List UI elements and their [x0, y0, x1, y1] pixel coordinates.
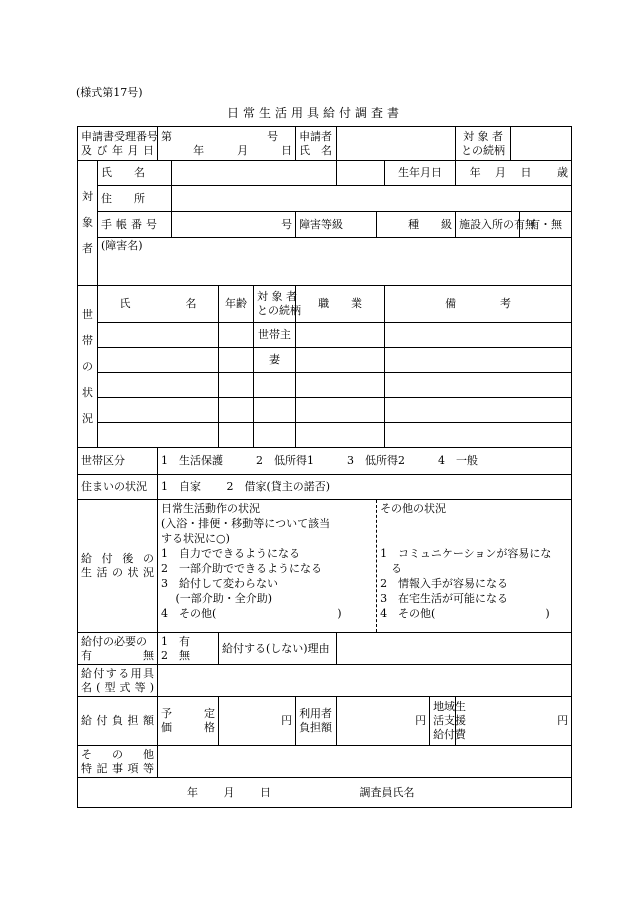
reason-label: 給付する(しない)理由	[219, 633, 337, 665]
relation-field[interactable]	[511, 127, 572, 161]
daily-line: 3 給付して変わらない	[161, 577, 278, 590]
daily-line: 日常生活動作の状況	[161, 502, 260, 515]
table-row[interactable]	[296, 348, 385, 373]
subject-char-3: 者	[82, 242, 93, 255]
other-line: る	[380, 562, 403, 575]
address-field[interactable]	[172, 186, 572, 212]
table-row[interactable]	[385, 373, 572, 398]
other-line: 1 コミュニケーションが容易にな	[380, 547, 552, 560]
household-header-name: 氏 名	[98, 286, 219, 323]
necessity-no: 2 無	[161, 648, 190, 662]
table-row[interactable]	[98, 423, 219, 448]
planned-price-field[interactable]: 円	[219, 697, 296, 746]
applicant-label: 申請者	[299, 129, 333, 143]
subject-name-field-2[interactable]	[337, 161, 385, 186]
survey-form-table	[77, 126, 572, 808]
table-row[interactable]	[385, 323, 572, 348]
application-number-label-cell	[78, 127, 158, 161]
table-row[interactable]	[296, 423, 385, 448]
subject-char-2: 象	[82, 216, 93, 229]
housing-options[interactable]: 1 自家 2 借家(貸主の諾否)	[158, 475, 572, 500]
necessity-options[interactable]	[158, 633, 219, 665]
grade-field[interactable]: 種 級	[377, 212, 456, 238]
applicant-name-label: 氏 名	[299, 143, 333, 157]
household-char-1: 世	[82, 307, 93, 321]
regional-support-label	[430, 697, 467, 746]
facility-value[interactable]: 有・無	[520, 212, 572, 238]
footer-row	[78, 778, 572, 808]
household-header-relation-2: との続柄	[257, 304, 301, 317]
table-row[interactable]	[385, 348, 572, 373]
subject-name-field[interactable]	[172, 161, 337, 186]
application-number-field[interactable]	[158, 127, 296, 161]
birth-label: 生年月日	[385, 161, 456, 186]
footer-date[interactable]: 年 月 日	[187, 785, 271, 799]
disability-name-label: (障害名)	[101, 239, 143, 252]
notes-label-1: そ の 他	[81, 747, 154, 761]
application-number-label: 申請書受理番号	[81, 129, 158, 143]
household-char-4: 状	[82, 385, 93, 399]
household-char-5: 況	[82, 411, 93, 425]
planned-label-2: 価 格	[161, 721, 215, 734]
table-row[interactable]	[98, 348, 219, 373]
other-line	[380, 531, 568, 546]
table-row[interactable]	[219, 323, 254, 348]
relation-label: 対 象 者	[463, 129, 504, 143]
necessity-label-2: 有 無	[81, 648, 154, 662]
user-burden-label-2: 負担額	[299, 721, 333, 734]
household-header-relation	[254, 286, 301, 323]
number-prefix: 第	[161, 129, 172, 143]
notebook-field[interactable]: 号	[172, 212, 296, 238]
household-section-label	[78, 286, 98, 448]
planned-label-1: 予 定	[161, 707, 215, 720]
app-year: 年	[193, 143, 205, 157]
household-header-relation-1: 対 象 者	[257, 290, 297, 303]
subject-char-1: 対	[82, 190, 93, 203]
relation-label-cell	[456, 127, 511, 161]
form-title: 日常生活用具給付調査書	[226, 106, 403, 120]
household-relation-cell[interactable]	[254, 373, 296, 398]
address-label: 住 所	[98, 186, 172, 212]
user-burden-label	[296, 697, 337, 746]
after-status-label-1: 給 付 後 の	[81, 552, 154, 565]
table-row[interactable]	[98, 398, 219, 423]
birth-field[interactable]: 年 月 日 歳	[456, 161, 572, 186]
daily-activity-status[interactable]	[158, 500, 377, 633]
regional-label-3: 給付費	[433, 728, 467, 741]
table-row[interactable]	[385, 423, 572, 448]
number-suffix: 号	[267, 129, 279, 143]
after-status-label-2: 生活の状況	[81, 566, 154, 579]
daily-line: 1 自力でできるようになる	[161, 547, 300, 560]
reason-field[interactable]	[337, 633, 572, 665]
other-status[interactable]	[377, 500, 572, 633]
household-header-occupation: 職 業	[296, 286, 385, 323]
table-row[interactable]	[254, 423, 296, 448]
household-relation-cell[interactable]	[254, 398, 296, 423]
subject-section-label	[78, 161, 98, 286]
household-class-options[interactable]: 1 生活保護 2 低所得1 3 低所得2 4 一般	[158, 448, 572, 475]
item-label-2: 名(型式等)	[81, 680, 154, 694]
disability-name-field[interactable]	[98, 238, 572, 286]
form-number: (様式第17号)	[76, 86, 143, 99]
daily-line: (一部介助・全介助)	[161, 592, 273, 605]
household-char-2: 帯	[82, 333, 93, 347]
necessity-label-cell	[78, 633, 158, 665]
other-line: 2 情報入手が容易になる	[380, 577, 509, 590]
table-row[interactable]	[296, 373, 385, 398]
user-burden-label-1: 利用者	[299, 707, 333, 720]
regional-support-field[interactable]: 円	[456, 697, 572, 746]
app-day: 日	[281, 143, 293, 157]
daily-line: (入浴・排便・移動等について該当	[161, 517, 331, 530]
other-line: 4 その他( )	[380, 607, 550, 620]
table-row[interactable]	[385, 398, 572, 423]
item-field[interactable]	[158, 665, 572, 697]
household-char-3: の	[82, 359, 93, 373]
household-class-label: 世帯区分	[78, 448, 158, 475]
table-row[interactable]	[219, 373, 254, 398]
necessity-label-1: 給付の必要の	[81, 634, 147, 648]
app-month: 月	[237, 143, 249, 157]
user-burden-field[interactable]: 円	[337, 697, 430, 746]
daily-line: する状況に○)	[161, 532, 230, 545]
item-label-1: 給付する用具	[81, 666, 154, 680]
table-row[interactable]	[219, 398, 254, 423]
burden-label: 給付負担額	[78, 697, 158, 746]
investigator-label: 調査員氏名	[359, 785, 415, 799]
notes-label-2: 特記事項等	[81, 761, 154, 775]
relation-label-2: との続柄	[461, 143, 506, 157]
table-row[interactable]	[296, 398, 385, 423]
table-row[interactable]	[98, 323, 219, 348]
table-row[interactable]	[296, 323, 385, 348]
necessity-yes: 1 有	[161, 634, 190, 648]
notebook-label: 手帳番号	[98, 212, 172, 238]
regional-label-2: 活支援	[433, 714, 467, 727]
other-line: 3 在宅生活が可能になる	[380, 592, 509, 605]
table-row[interactable]	[219, 423, 254, 448]
other-line: その他の状況	[380, 502, 447, 515]
applicant-name-field[interactable]	[337, 127, 456, 161]
item-label-cell	[78, 665, 158, 697]
notes-label-cell	[78, 746, 158, 778]
notes-field[interactable]	[158, 746, 572, 778]
application-date-label: 及び年月日	[81, 143, 154, 157]
household-relation-cell[interactable]: 妻	[254, 348, 296, 373]
household-header-remarks: 備 考	[385, 286, 572, 323]
disability-grade-label: 障害等級	[296, 212, 377, 238]
planned-price-label	[158, 697, 219, 746]
daily-line: 4 その他( )	[161, 607, 342, 620]
table-row[interactable]	[219, 348, 254, 373]
facility-label: 施設入所の有無	[456, 212, 520, 238]
other-line	[380, 516, 568, 531]
table-row[interactable]	[98, 373, 219, 398]
regional-label-1: 地域生	[433, 700, 467, 713]
after-status-label-cell	[78, 500, 158, 633]
housing-label: 住まいの状況	[78, 475, 158, 500]
subject-name-label: 氏 名	[98, 161, 172, 186]
household-relation-cell[interactable]: 世帯主	[254, 323, 296, 348]
household-header-age: 年齢	[219, 286, 254, 323]
daily-line: 2 一部介助でできるようになる	[161, 562, 322, 575]
applicant-label-cell	[296, 127, 337, 161]
